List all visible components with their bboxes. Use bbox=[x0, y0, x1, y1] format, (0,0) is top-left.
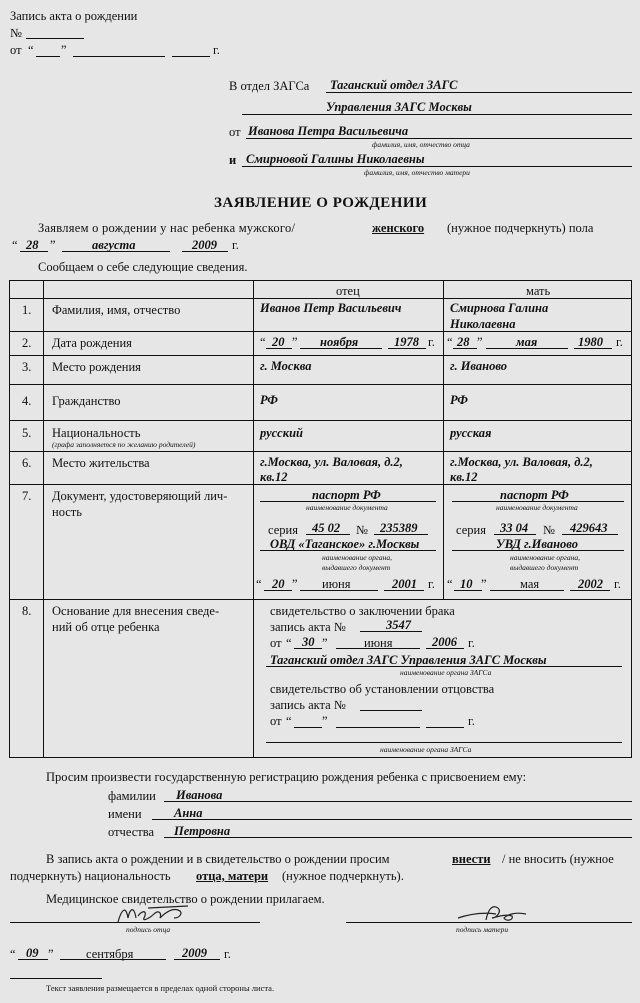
marriage-record-no: 3547 bbox=[386, 618, 411, 632]
record-month-line bbox=[73, 56, 165, 57]
paternity-year-suffix: г. bbox=[468, 714, 475, 728]
row-2-father-quote-open: “ bbox=[260, 335, 266, 349]
row-5-note: (графа заполняется по желанию родителей) bbox=[52, 440, 196, 449]
col-mother: мать bbox=[526, 284, 551, 298]
row-2-father-year-suffix: г. bbox=[428, 335, 435, 349]
record-year-suffix: г. bbox=[213, 43, 220, 57]
col-father: отец bbox=[336, 284, 360, 298]
father-fullname-caption: фамилия, имя, отчество отца bbox=[372, 140, 470, 149]
name-rule bbox=[152, 819, 632, 820]
row-6-mother-l2: кв.12 bbox=[450, 470, 478, 484]
row-7-mother-issuer: УВД г.Иваново bbox=[496, 537, 578, 551]
row-7-mother-doc-caption: наименование документа bbox=[496, 503, 578, 512]
intro-month: августа bbox=[92, 238, 136, 252]
row-7-mother-issuer-rule bbox=[452, 550, 624, 551]
row-8-label-l2: ний об отце ребенка bbox=[52, 620, 160, 634]
patronymic-label: отчества bbox=[108, 825, 154, 839]
row-1-mother-l2: Николаевна bbox=[450, 317, 516, 331]
paternity-office-rule bbox=[266, 742, 622, 743]
patronymic-value: Петровна bbox=[174, 824, 231, 838]
marriage-quote-close: ” bbox=[322, 636, 328, 650]
row-7-father-issuer-caption-2: выдавшего документ bbox=[322, 563, 391, 572]
mother-fullname: Смирновой Галины Николаевны bbox=[246, 152, 425, 166]
nationality-line2-a: подчеркнуть) национальность bbox=[10, 869, 171, 883]
nationality-line1-b: / не вносить (нужное bbox=[502, 852, 614, 866]
office-line-1-rule bbox=[326, 92, 632, 93]
mother-fullname-caption: фамилия, имя, отчество матери bbox=[364, 168, 470, 177]
row-7-mother-number-label: № bbox=[543, 523, 555, 537]
row-2-father-month-rule bbox=[300, 348, 382, 349]
nationality-choice-parents: отца, матери bbox=[196, 869, 269, 883]
marriage-month: июня bbox=[364, 636, 393, 650]
row-7-mother-issuer-caption-2: выдавшего документ bbox=[510, 563, 579, 572]
from-label: от bbox=[229, 125, 241, 139]
row-3-father: г. Москва bbox=[260, 359, 312, 373]
row-2-mother-quote-close: ” bbox=[477, 335, 483, 349]
row-2-num: 2. bbox=[22, 336, 32, 350]
footnote: Текст заявления размещается в пределах одной стороны листа. bbox=[46, 983, 275, 993]
paternity-quote-open: “ bbox=[286, 714, 292, 728]
nationality-choice-in: внести bbox=[452, 852, 491, 866]
row-7-father-number: 235389 bbox=[380, 521, 418, 535]
marriage-record-rule bbox=[360, 631, 422, 632]
record-quote-open: “ bbox=[28, 43, 34, 57]
document-heading: ЗАЯВЛЕНИЕ О РОЖДЕНИИ bbox=[214, 195, 428, 211]
father-signature-line bbox=[10, 922, 260, 923]
row-4-num: 4. bbox=[22, 394, 32, 408]
marriage-quote-open: “ bbox=[286, 636, 292, 650]
row-7-mother-year-suffix: г. bbox=[614, 577, 621, 591]
marriage-year-rule bbox=[426, 648, 464, 649]
row-1-num: 1. bbox=[22, 303, 32, 317]
row-1-father: Иванов Петр Васильевич bbox=[260, 301, 402, 315]
sign-date-month-rule bbox=[60, 959, 166, 960]
marriage-office-caption: наименование органа ЗАГСа bbox=[400, 668, 492, 677]
row-2-mother-quote-open: “ bbox=[447, 335, 453, 349]
intro-year-rule bbox=[182, 251, 228, 252]
mother-signature-line bbox=[346, 922, 632, 923]
row-6-num: 6. bbox=[22, 456, 32, 470]
sign-date-quote-close: ” bbox=[48, 947, 54, 961]
row-7-father-month: июня bbox=[322, 577, 351, 591]
row-2-father-day: 20 bbox=[272, 335, 285, 349]
row-7-father-month-rule bbox=[300, 590, 378, 591]
row-7-mother-year: 2002 bbox=[578, 577, 603, 591]
row-7-father-quote-open: “ bbox=[256, 577, 262, 591]
marriage-record-label: запись акта № bbox=[270, 620, 346, 634]
marriage-year-suffix: г. bbox=[468, 636, 475, 650]
row-4-label: Гражданство bbox=[52, 394, 121, 408]
intro-text-a: Заявляем о рождении у нас ребенка мужского/ bbox=[38, 221, 296, 235]
office-line-2-rule bbox=[242, 114, 632, 115]
to-label: В отдел ЗАГСа bbox=[229, 79, 310, 93]
row-7-father-series: 45 02 bbox=[312, 521, 341, 535]
office-line-2: Управления ЗАГС Москвы bbox=[326, 100, 472, 114]
row-7-father-number-rule bbox=[374, 534, 428, 535]
row-5-num: 5. bbox=[22, 426, 32, 440]
row-8-num: 8. bbox=[22, 604, 32, 618]
row-7-father-quote-close: ” bbox=[292, 577, 298, 591]
row-2-mother-month: мая bbox=[516, 335, 538, 349]
row-7-mother-year-rule bbox=[570, 590, 610, 591]
gender-selected: женского bbox=[372, 221, 425, 235]
row-2-mother-year-suffix: г. bbox=[616, 335, 623, 349]
row-7-father-doc-caption: наименование документа bbox=[306, 503, 388, 512]
sign-date-month: сентября bbox=[86, 947, 134, 961]
row-7-father-year-suffix: г. bbox=[428, 577, 435, 591]
record-from-label: от bbox=[10, 43, 22, 57]
row-7-mother-issuer-caption-1: наименование органа, bbox=[510, 553, 580, 562]
row-7-label-l2: ность bbox=[52, 505, 82, 519]
record-title: Запись акта о рождении bbox=[10, 9, 138, 23]
row-5-father: русский bbox=[260, 426, 303, 440]
paternity-record-rule bbox=[360, 710, 422, 711]
row-4-mother: РФ bbox=[450, 393, 468, 407]
row-7-father-series-rule bbox=[306, 534, 350, 535]
row-7-father-doc-rule bbox=[260, 501, 436, 502]
row-6-mother-l1: г.Москва, ул. Валовая, д.2, bbox=[450, 455, 593, 469]
row-2-mother-day: 28 bbox=[457, 335, 470, 349]
name-value: Анна bbox=[174, 806, 203, 820]
paternity-record-label: запись акта № bbox=[270, 698, 346, 712]
marriage-office: Таганский отдел ЗАГС Управления ЗАГС Москвы bbox=[270, 653, 547, 667]
row-3-label: Место рождения bbox=[52, 360, 141, 374]
record-quote-close: ” bbox=[61, 43, 67, 57]
row-4-father: РФ bbox=[260, 393, 278, 407]
marriage-from-label: от bbox=[270, 636, 282, 650]
row-2-father-year: 1978 bbox=[394, 335, 419, 349]
intro-day-rule bbox=[20, 251, 48, 252]
intro-year: 2009 bbox=[192, 238, 217, 252]
row-3-mother: г. Иваново bbox=[450, 359, 508, 373]
row-7-num: 7. bbox=[22, 489, 32, 503]
row-1-label: Фамилия, имя, отчество bbox=[52, 303, 181, 317]
sign-date-day-rule bbox=[18, 959, 48, 960]
marriage-day-rule bbox=[294, 648, 322, 649]
row-5-label: Национальность bbox=[52, 426, 141, 440]
row-7-mother-series: 33 04 bbox=[500, 521, 529, 535]
intro-month-rule bbox=[62, 251, 170, 252]
row-6-father-l2: кв.12 bbox=[260, 470, 288, 484]
row-7-mother-month-rule bbox=[490, 590, 564, 591]
row-8-label-l1: Основание для внесения сведе- bbox=[52, 604, 220, 618]
marriage-year: 2006 bbox=[432, 635, 457, 649]
name-label: имени bbox=[108, 807, 142, 821]
father-fullname-rule bbox=[246, 138, 632, 139]
row-7-father-issuer-caption-1: наименование органа, bbox=[322, 553, 392, 562]
row-5-mother: русская bbox=[450, 426, 492, 440]
surname-rule bbox=[164, 801, 632, 802]
father-fullname: Иванова Петра Васильевича bbox=[248, 124, 409, 138]
row-7-mother-day-rule bbox=[454, 590, 482, 591]
footnote-separator bbox=[10, 978, 102, 979]
row-2-father-quote-close: ” bbox=[292, 335, 298, 349]
row-7-mother-day: 10 bbox=[460, 577, 473, 591]
row-7-mother-series-rule bbox=[494, 534, 536, 535]
paternity-from-label: от bbox=[270, 714, 282, 728]
paternity-quote-close: ” bbox=[322, 714, 328, 728]
record-day-line bbox=[36, 56, 60, 57]
row-2-father-month: ноября bbox=[320, 335, 359, 349]
sign-date-day: 09 bbox=[26, 946, 39, 960]
row-7-father-issuer-rule bbox=[260, 550, 436, 551]
intro-quote-open: “ bbox=[12, 238, 18, 252]
row-7-father-number-label: № bbox=[356, 523, 368, 537]
info-line: Сообщаем о себе следующие сведения. bbox=[38, 260, 248, 274]
row-2-mother-year: 1980 bbox=[578, 335, 603, 349]
nationality-line2-b: (нужное подчеркнуть). bbox=[282, 869, 404, 883]
row-6-father-l1: г.Москва, ул. Валовая, д.2, bbox=[260, 455, 403, 469]
row-3-num: 3. bbox=[22, 360, 32, 374]
patronymic-rule bbox=[164, 837, 632, 838]
mother-fullname-rule bbox=[242, 166, 632, 167]
and-label: и bbox=[229, 153, 237, 167]
row-7-mother-number-rule bbox=[562, 534, 618, 535]
row-2-father-day-rule bbox=[266, 348, 292, 349]
row-7-label-l1: Документ, удостоверяющий лич- bbox=[52, 489, 228, 503]
marriage-title: свидетельство о заключении брака bbox=[270, 604, 455, 618]
row-7-father-issuer: ОВД «Таганское» г.Москвы bbox=[270, 537, 420, 551]
row-2-mother-year-rule bbox=[574, 348, 612, 349]
father-signature-caption: подпись отца bbox=[126, 925, 171, 934]
row-7-mother-month: мая bbox=[520, 577, 540, 591]
row-7-mother-doc: паспорт РФ bbox=[500, 488, 569, 502]
marriage-office-rule bbox=[266, 666, 622, 667]
intro-year-suffix: г. bbox=[232, 238, 239, 252]
row-7-mother-number: 429643 bbox=[570, 521, 608, 535]
sign-date-year-rule bbox=[174, 959, 220, 960]
paternity-day-rule bbox=[294, 727, 322, 728]
row-7-father-year-rule bbox=[384, 590, 424, 591]
intro-quote-close: ” bbox=[50, 238, 56, 252]
row-7-father-day-rule bbox=[264, 590, 292, 591]
row-2-label: Дата рождения bbox=[52, 336, 132, 350]
sign-date-year: 2009 bbox=[182, 946, 207, 960]
paternity-title: свидетельство об установлении отцовства bbox=[270, 682, 495, 696]
intro-text-b: (нужное подчеркнуть) пола bbox=[447, 221, 594, 235]
marriage-day: 30 bbox=[302, 635, 315, 649]
record-no-line bbox=[26, 38, 84, 39]
row-1-mother-l1: Смирнова Галина bbox=[450, 301, 549, 315]
row-2-father-year-rule bbox=[388, 348, 426, 349]
paternity-month-rule bbox=[336, 727, 420, 728]
row-7-father-year: 2001 bbox=[392, 577, 417, 591]
row-7-mother-doc-rule bbox=[452, 501, 624, 502]
sign-date-quote-open: “ bbox=[10, 947, 16, 961]
row-2-mother-day-rule bbox=[453, 348, 477, 349]
request-text: Просим произвести государственную регистрацию рождения ребенка с присвоением ему: bbox=[46, 770, 527, 784]
record-no-label: № bbox=[10, 26, 22, 40]
row-7-father-series-label: серия bbox=[268, 523, 298, 537]
row-6-label: Место жительства bbox=[52, 456, 150, 470]
paternity-office-caption: наименование органа ЗАГСа bbox=[380, 745, 472, 754]
row-7-mother-series-label: серия bbox=[456, 523, 486, 537]
intro-day: 28 bbox=[26, 238, 39, 252]
row-2-mother-month-rule bbox=[486, 348, 568, 349]
marriage-month-rule bbox=[336, 648, 420, 649]
nationality-line1-a: В запись акта о рождении и в свидетельство о рождении просим bbox=[46, 852, 390, 866]
surname-value: Иванова bbox=[176, 788, 223, 802]
row-7-father-doc: паспорт РФ bbox=[312, 488, 381, 502]
paternity-year-rule bbox=[426, 727, 464, 728]
surname-label: фамилии bbox=[108, 789, 156, 803]
row-7-father-day: 20 bbox=[272, 577, 285, 591]
mother-signature-caption: подпись матери bbox=[456, 925, 509, 934]
office-line-1: Таганский отдел ЗАГС bbox=[330, 78, 458, 92]
record-year-line bbox=[172, 56, 210, 57]
attachment-note: Медицинское свидетельство о рождении прилагаем. bbox=[46, 892, 325, 906]
row-7-mother-quote-open: “ bbox=[447, 577, 453, 591]
sign-date-year-suffix: г. bbox=[224, 947, 231, 961]
row-7-mother-quote-close: ” bbox=[481, 577, 487, 591]
